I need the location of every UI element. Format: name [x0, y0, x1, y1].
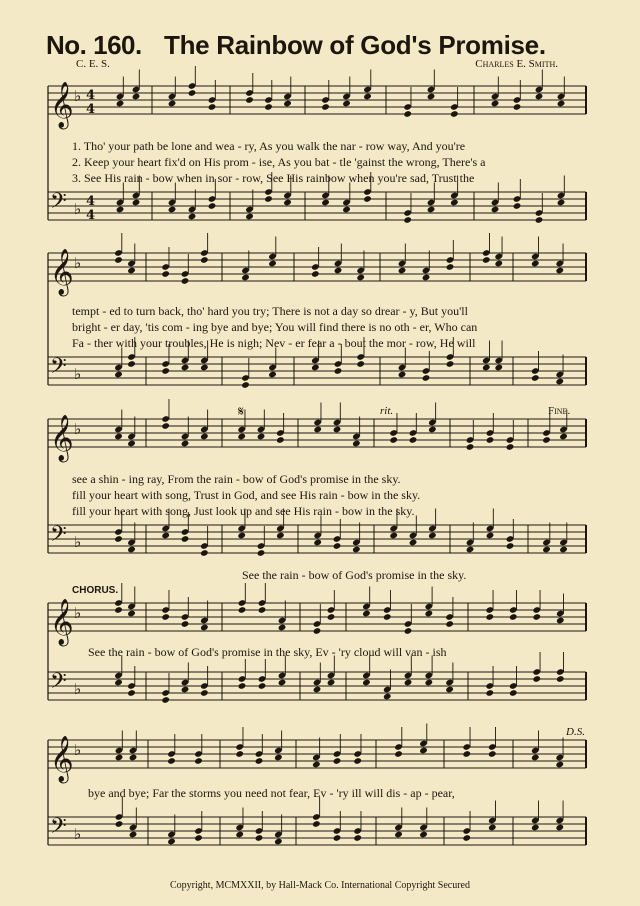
- note-head: [446, 263, 455, 271]
- note-head: [398, 267, 407, 275]
- verse-3-line-1: 3. See His rain - bow when in sor - row, See His rainbow when you're sad, Trust the: [72, 171, 475, 185]
- note-head: [531, 824, 540, 832]
- note-head: [506, 443, 515, 451]
- note-head: [327, 613, 336, 621]
- treble-clef-icon: 𝄞: [50, 82, 74, 128]
- note-head: [535, 216, 544, 224]
- chorus-label: CHORUS.: [72, 585, 119, 596]
- note-head: [181, 620, 190, 628]
- note-head: [313, 686, 322, 694]
- note-head: [116, 206, 125, 214]
- note-head: [161, 613, 170, 621]
- note-head: [264, 103, 273, 111]
- note-head: [181, 440, 190, 448]
- note-head: [200, 256, 209, 264]
- note-head: [114, 433, 123, 441]
- note-head: [238, 682, 247, 690]
- time-signature-bottom: 4: [86, 208, 96, 223]
- verse-2-line-3: fill your heart with song, Trust in God, and see His rain - bow in the sky.: [72, 488, 421, 502]
- note-head: [321, 199, 330, 207]
- note-head: [258, 606, 267, 614]
- flat-key-signature-icon: ♭: [74, 604, 82, 622]
- note-head: [428, 532, 437, 540]
- note-head: [488, 750, 497, 758]
- note-head: [352, 440, 361, 448]
- note-head: [255, 834, 264, 842]
- note-head: [342, 100, 351, 108]
- note-head: [404, 679, 413, 687]
- note-head: [114, 679, 123, 687]
- note-head: [245, 213, 254, 221]
- note-head: [403, 110, 412, 118]
- note-head: [362, 679, 371, 687]
- note-head: [181, 686, 190, 694]
- note-head: [161, 422, 170, 430]
- note-head: [446, 360, 455, 368]
- ritardando-mark: rit.: [380, 405, 394, 417]
- note-head: [238, 606, 247, 614]
- note-head: [255, 757, 264, 765]
- note-head: [127, 546, 136, 554]
- note-head: [556, 617, 565, 625]
- note-head: [327, 679, 336, 687]
- note-head: [194, 757, 203, 765]
- note-head: [466, 546, 475, 554]
- note-head: [127, 267, 136, 275]
- note-head: [427, 206, 436, 214]
- note-head: [268, 371, 277, 379]
- note-head: [509, 689, 518, 697]
- note-head: [353, 834, 362, 842]
- treble-clef-icon: 𝄞: [50, 415, 74, 461]
- note-head: [409, 539, 418, 547]
- note-head: [409, 436, 418, 444]
- note-head: [127, 689, 136, 697]
- note-head: [274, 838, 283, 846]
- note-head: [557, 100, 566, 108]
- note-head: [334, 267, 343, 275]
- note-head: [313, 539, 322, 547]
- note-head: [542, 546, 551, 554]
- note-head: [535, 93, 544, 101]
- note-head: [356, 360, 365, 368]
- note-head: [200, 364, 209, 372]
- note-head: [462, 750, 471, 758]
- bass-clef-icon: 𝄢: [50, 814, 67, 844]
- note-head: [450, 199, 459, 207]
- note-head: [283, 100, 292, 108]
- note-head: [486, 436, 495, 444]
- bass-clef-icon: 𝄢: [50, 522, 67, 552]
- copyright-footer: Copyright, MCMXXII, by Hall-Mack Co. International Copyright Secured: [170, 880, 470, 891]
- note-head: [383, 693, 392, 701]
- note-head: [167, 838, 176, 846]
- note-head: [283, 199, 292, 207]
- note-head: [132, 93, 141, 101]
- note-head: [276, 532, 285, 540]
- note-head: [161, 532, 170, 540]
- note-head: [188, 89, 197, 97]
- note-head: [278, 679, 287, 687]
- note-head: [352, 546, 361, 554]
- note-head: [200, 549, 209, 557]
- note-head: [181, 364, 190, 372]
- note-head: [513, 103, 522, 111]
- note-head: [485, 613, 494, 621]
- bass-lyric-line: See the rain - bow of God's promise in the sky.: [242, 568, 467, 582]
- note-head: [200, 624, 209, 632]
- note-head: [424, 679, 433, 687]
- note-head: [167, 757, 176, 765]
- note-head: [383, 613, 392, 621]
- flat-key-signature-icon: ♭: [74, 200, 82, 218]
- note-head: [353, 757, 362, 765]
- treble-clef-icon: 𝄞: [50, 736, 74, 782]
- note-head: [531, 754, 540, 762]
- note-head: [462, 834, 471, 842]
- note-head: [509, 613, 518, 621]
- note-head: [274, 754, 283, 762]
- flat-key-signature-icon: ♭: [74, 420, 82, 438]
- note-head: [264, 195, 273, 203]
- note-head: [114, 535, 123, 543]
- verse-2-line-2: bright - er day, 'tis com - ing bye and bye; You will find there is no oth - er, Who can: [72, 320, 478, 334]
- note-head: [127, 440, 136, 448]
- note-head: [422, 274, 431, 282]
- note-head: [559, 546, 568, 554]
- hymn-title: The Rainbow of God's Promise.: [164, 30, 546, 60]
- note-head: [311, 270, 320, 278]
- chorus-line-1: See the rain - bow of God's promise in the sky, Ev - 'ry cloud will van - ish: [88, 645, 447, 659]
- flat-key-signature-icon: ♭: [74, 825, 82, 843]
- verse-2-line-1: 2. Keep your heart fix'd on His prom - ise, As you bat - tle 'gainst the wrong, There's a: [72, 155, 486, 169]
- note-head: [424, 610, 433, 618]
- note-head: [313, 627, 322, 635]
- note-head: [333, 542, 342, 550]
- note-head: [313, 426, 322, 434]
- ds-mark: D.S.: [566, 726, 585, 738]
- note-head: [235, 750, 244, 758]
- note-head: [333, 426, 342, 434]
- treble-clef-icon: 𝄞: [50, 249, 74, 295]
- note-head: [237, 532, 246, 540]
- note-head: [129, 754, 138, 762]
- note-head: [555, 378, 564, 386]
- flat-key-signature-icon: ♭: [74, 533, 82, 551]
- bass-clef-icon: 𝄢: [50, 189, 67, 219]
- note-head: [542, 436, 551, 444]
- note-head: [394, 750, 403, 758]
- note-head: [188, 213, 197, 221]
- note-head: [127, 610, 136, 618]
- treble-clef-icon: 𝄞: [50, 599, 74, 645]
- note-head: [168, 100, 177, 108]
- note-head: [362, 610, 371, 618]
- music-credit: Charles E. Smith.: [475, 58, 558, 70]
- note-head: [494, 260, 503, 268]
- note-head: [276, 436, 285, 444]
- note-head: [491, 100, 500, 108]
- note-head: [531, 374, 540, 382]
- note-head: [132, 199, 141, 207]
- note-head: [389, 436, 398, 444]
- note-head: [161, 270, 170, 278]
- note-head: [241, 381, 250, 389]
- verse-1-line-3: see a shin - ing ray, From the rain - bow of God's promise in the sky.: [72, 472, 401, 486]
- note-head: [258, 682, 267, 690]
- note-head: [194, 834, 203, 842]
- note-head: [531, 260, 540, 268]
- note-head: [485, 689, 494, 697]
- note-head: [556, 675, 565, 683]
- note-head: [241, 274, 250, 282]
- words-credit: C. E. S.: [76, 58, 110, 70]
- time-signature-top: 4: [86, 88, 96, 103]
- note-head: [268, 260, 277, 268]
- chorus-line-2: bye and bye; Far the storms you need not fear, Ev - 'ry ill will dis - ap - pear,: [88, 786, 455, 800]
- note-head: [427, 93, 436, 101]
- note-head: [181, 535, 190, 543]
- note-head: [200, 689, 209, 697]
- note-head: [428, 426, 437, 434]
- note-head: [115, 820, 124, 828]
- note-head: [161, 367, 170, 375]
- note-head: [555, 824, 564, 832]
- note-head: [333, 834, 342, 842]
- note-head: [200, 433, 209, 441]
- flat-key-signature-icon: ♭: [74, 254, 82, 272]
- note-head: [114, 606, 123, 614]
- note-head: [482, 364, 491, 372]
- note-head: [363, 195, 372, 203]
- note-head: [235, 831, 244, 839]
- segno-mark: 𝄋: [238, 405, 245, 420]
- note-head: [491, 206, 500, 214]
- flat-key-signature-icon: ♭: [74, 741, 82, 759]
- note-head: [532, 613, 541, 621]
- note-head: [116, 100, 125, 108]
- note-head: [403, 216, 412, 224]
- note-head: [450, 110, 459, 118]
- flat-key-signature-icon: ♭: [74, 680, 82, 698]
- note-head: [363, 93, 372, 101]
- note-head: [333, 757, 342, 765]
- note-head: [115, 754, 124, 762]
- note-head: [482, 256, 491, 264]
- note-head: [445, 686, 454, 694]
- note-head: [312, 761, 321, 769]
- note-head: [494, 364, 503, 372]
- note-head: [208, 103, 217, 111]
- bass-clef-icon: 𝄢: [50, 669, 67, 699]
- note-head: [404, 627, 413, 635]
- bass-clef-icon: 𝄢: [50, 354, 67, 384]
- note-head: [532, 675, 541, 683]
- note-head: [445, 620, 454, 628]
- fine-mark: Fine.: [548, 405, 571, 417]
- note-head: [321, 103, 330, 111]
- note-head: [181, 277, 190, 285]
- note-head: [334, 367, 343, 375]
- time-signature-top: 4: [86, 194, 96, 209]
- note-head: [513, 202, 522, 210]
- note-head: [311, 364, 320, 372]
- note-head: [237, 433, 246, 441]
- note-head: [398, 371, 407, 379]
- verse-1-line-1: 1. Tho' your path be lone and wea - ry, As you walk the nar - row way, And you're: [72, 139, 466, 153]
- note-head: [257, 433, 266, 441]
- note-head: [278, 624, 287, 632]
- note-head: [168, 206, 177, 214]
- note-head: [114, 256, 123, 264]
- note-head: [555, 761, 564, 769]
- flat-key-signature-icon: ♭: [74, 87, 82, 105]
- note-head: [114, 371, 123, 379]
- note-head: [486, 532, 495, 540]
- note-head: [419, 747, 428, 755]
- note-head: [506, 542, 515, 550]
- flat-key-signature-icon: ♭: [74, 365, 82, 383]
- verse-1-line-2: tempt - ed to turn back, tho' hard you try; There is not a day so drear - y, But you'll: [72, 304, 468, 318]
- note-head: [208, 202, 217, 210]
- note-head: [419, 831, 428, 839]
- note-head: [422, 374, 431, 382]
- note-head: [129, 831, 138, 839]
- note-head: [389, 532, 398, 540]
- note-head: [161, 696, 170, 704]
- note-head: [312, 820, 321, 828]
- note-head: [466, 443, 475, 451]
- time-signature-bottom: 4: [86, 102, 96, 117]
- note-head: [257, 549, 266, 557]
- note-head: [245, 96, 254, 104]
- note-head: [394, 831, 403, 839]
- note-head: [559, 433, 568, 441]
- note-head: [356, 274, 365, 282]
- verse-3-line-3: fill your heart with song, Just look up and see His rain - bow in the sky.: [72, 504, 415, 518]
- hymn-number: No. 160.: [46, 30, 142, 60]
- note-head: [342, 206, 351, 214]
- verse-3-line-2: Fa - ther with your troubles, He is nigh; Nev - er fear a - bout the mor - row, He will: [72, 336, 476, 350]
- note-head: [557, 199, 566, 207]
- note-head: [488, 824, 497, 832]
- note-head: [555, 267, 564, 275]
- note-head: [127, 360, 136, 368]
